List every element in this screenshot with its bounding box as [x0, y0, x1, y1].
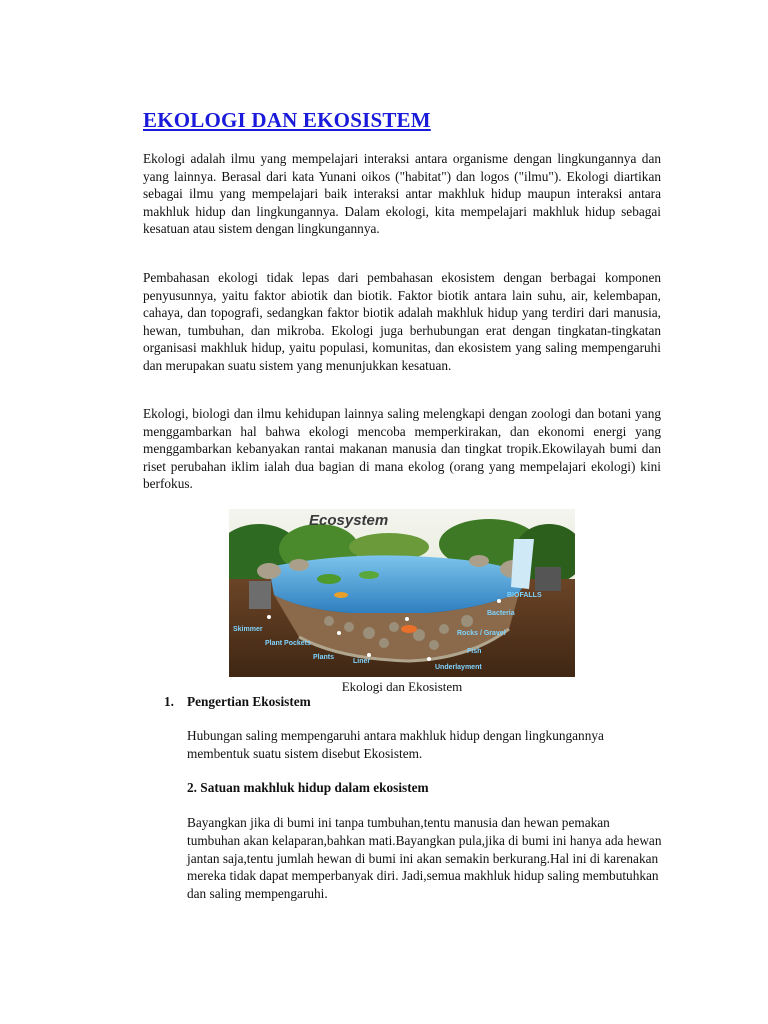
section-1-number: 1.: [164, 694, 174, 709]
section-2-heading: 2. Satuan makhluk hidup dalam ekosistem: [187, 780, 429, 795]
label-underlayment: Underlayment: [435, 664, 482, 671]
figure-title: Ecosystem: [309, 512, 389, 529]
label-rocks: Rocks / Gravel: [457, 630, 506, 637]
label-plant-pockets: Plant Pockets: [265, 640, 311, 647]
section-1-text: Hubungan saling mempengaruhi antara makhluk hidup dengan lingkungannya membentuk suatu sistem disebut Ekosistem.: [187, 728, 604, 761]
label-fish: Fish: [467, 648, 482, 655]
paragraph-related-sciences: Ekologi, biologi dan ilmu kehidupan lainnya saling melengkapi dengan zoologi dan botani yang menggambarkan hal bahwa ekologi mencoba memperkirakan, dan ekonomi energi yang menggambarkan kebanyakan rantai makanan manusia dan tingkat tropik.Ekowilayah bumi dan riset perubahan iklim ialah dua bagian di mana ekolog (orang yang mempelajari ekologi) kini berfokus.: [143, 406, 661, 491]
document-title: EKOLOGI DAN EKOSISTEM: [143, 108, 431, 132]
label-liner: Liner: [353, 658, 371, 665]
paragraph-ekosistem-components: Pembahasan ekologi tidak lepas dari pembahasan ekosistem dengan berbagai komponen penyusunnya, yaitu faktor abiotik dan biotik. Faktor biotik antara lain suhu, air, kelembapan, cahaya, dan topografi, sedangkan faktor biotik adalah makhluk hidup yang terdiri dari manusia, hewan, tumbuhan, dan mikroba. Ekologi juga berhubungan erat dengan tingkatan-tingkatan organisasi makhluk hidup, yaitu populasi, komunitas, dan ekosistem yang saling mempengaruhi dan merupakan suatu sistem yang menunjukkan kesatuan.: [143, 270, 661, 373]
label-biofalls: BIOFALLS: [507, 592, 542, 599]
label-bacteria: Bacteria: [487, 610, 515, 617]
paragraph-ekologi-definition: Ekologi adalah ilmu yang mempelajari interaksi antara organisme dengan lingkungannya dan yang lainnya. Berasal dari kata Yunani oikos ("habitat") dan logos ("ilmu"). Ekologi diartikan sebagai ilmu yang mempelajari baik interaksi antar makhluk hidup maupun interaksi antara makhluk hidup dan lingkungannya. Dalam ekologi, kita mempelajari makhluk hidup sebagai kesatuan atau sistem dengan lingkungannya.: [143, 151, 661, 236]
label-skimmer: Skimmer: [233, 626, 263, 633]
figure-caption: Ekologi dan Ekosistem: [341, 679, 463, 694]
section-1-heading: Pengertian Ekosistem: [187, 694, 311, 709]
ecosystem-illustration: [229, 509, 575, 677]
section-2-text: Bayangkan jika di bumi ini tanpa tumbuhan,tentu manusia dan hewan pemakan tumbuhan akan kelaparan,bahkan mati.Bayangkan pula,jika di bumi ini hanya ada hewan jantan saja,tentu jumlah hewan di bumi ini akan semakin berkurang.Hal ini di karenakan mereka tidak dapat memperbanyak diri. Jadi,semua makhluk hidup saling membutuhkan dan saling mempengaruhi.: [187, 815, 662, 902]
label-plants: Plants: [313, 654, 335, 661]
